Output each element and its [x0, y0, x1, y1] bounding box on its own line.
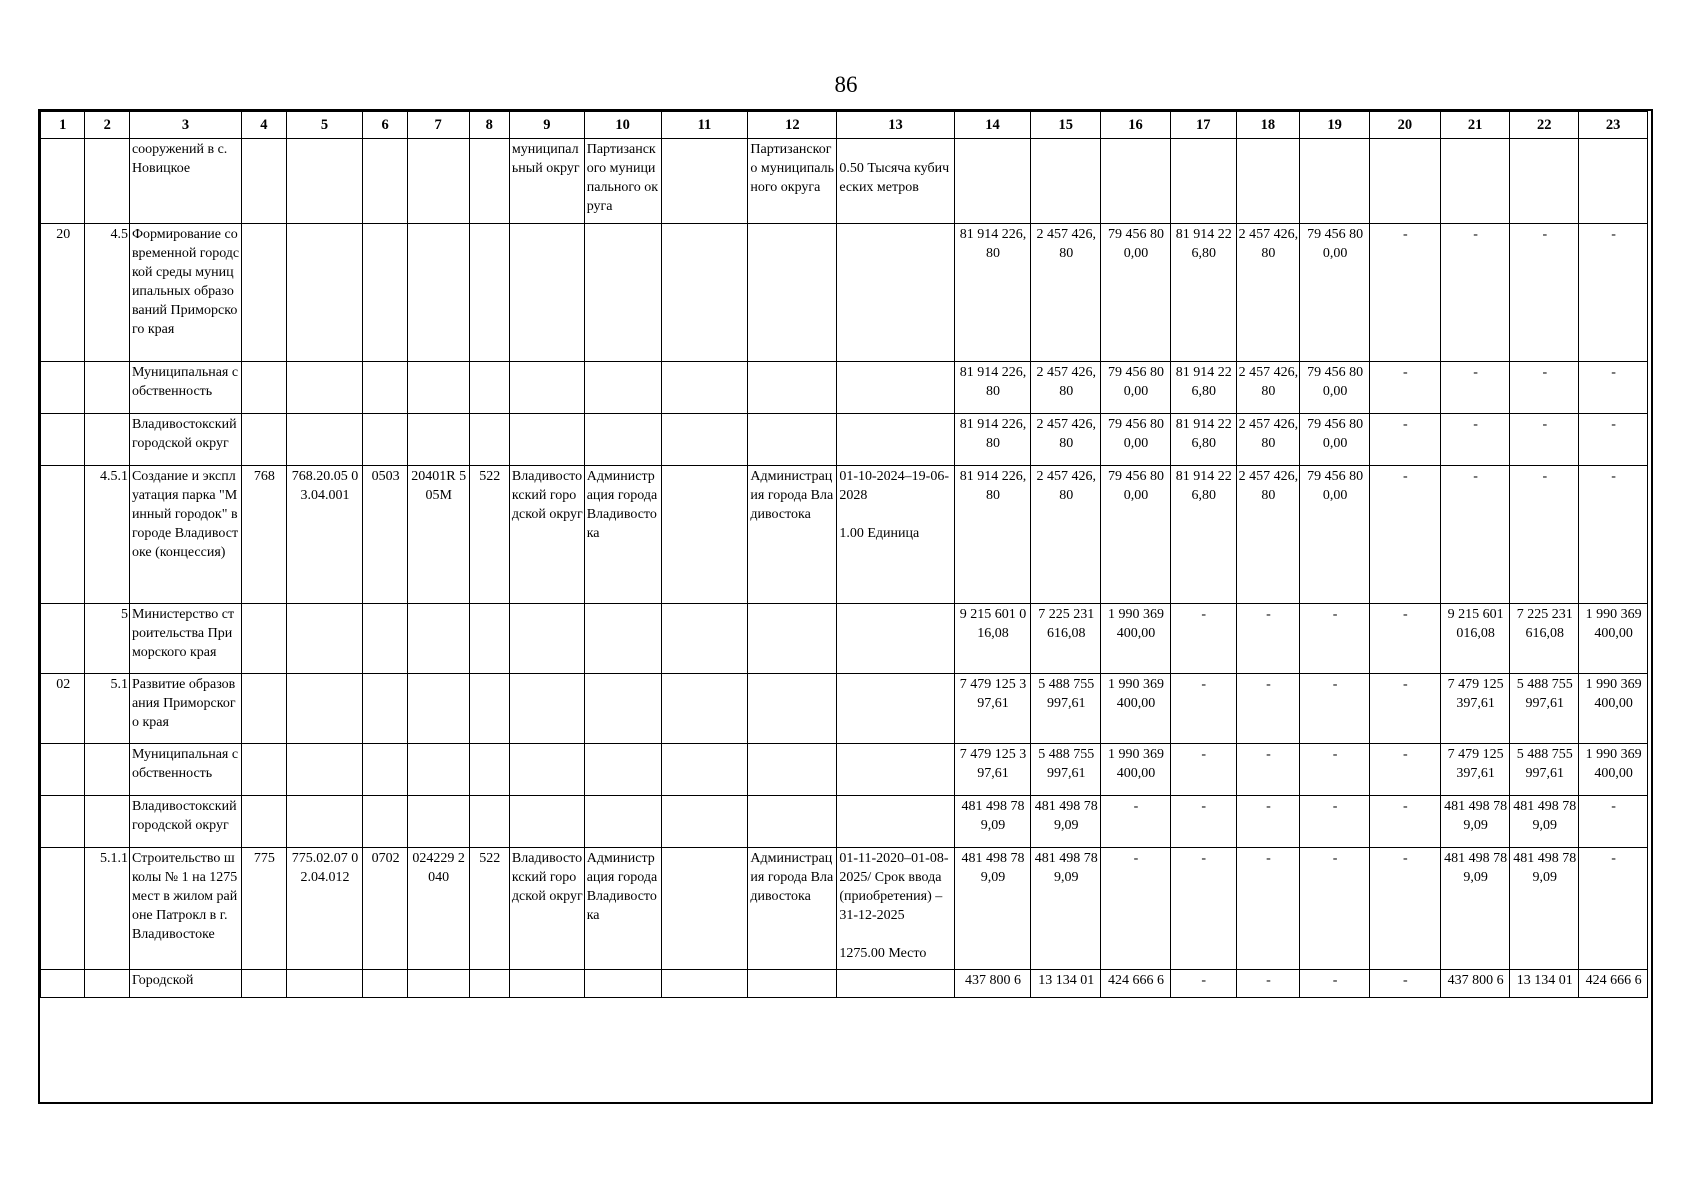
table-cell-col-18: 2 457 426,80 [1236, 224, 1300, 362]
table-cell-col-1: 02 [41, 674, 85, 744]
table-cell-col-15: 481 498 789,09 [1031, 796, 1101, 848]
table-cell-col-22: - [1510, 224, 1579, 362]
table-cell-col-1 [41, 139, 85, 224]
table-cell-col-12: Администрация города Владивостока [748, 466, 837, 604]
table-cell-col-4 [242, 796, 286, 848]
table-cell-col-11 [661, 362, 748, 414]
column-header: 5 [286, 112, 363, 139]
table-cell-col-6 [363, 224, 407, 362]
table-cell-col-23: 1 990 369 400,00 [1579, 744, 1648, 796]
table-cell-col-6 [363, 744, 407, 796]
table-cell-col-19: - [1300, 796, 1370, 848]
table-cell-col-20: - [1369, 414, 1440, 466]
table-row [41, 744, 1648, 796]
table-cell-col-17: 81 914 226,80 [1170, 466, 1236, 604]
table-cell-col-3: Городской [129, 970, 241, 998]
table-cell-col-9 [509, 604, 584, 674]
table-cell-col-5 [286, 362, 363, 414]
table-cell-col-11 [661, 604, 748, 674]
table-cell-col-4 [242, 604, 286, 674]
table-cell-col-14: 481 498 789,09 [954, 848, 1031, 970]
table-cell-col-10 [584, 604, 661, 674]
table-cell-col-2 [85, 414, 129, 466]
table-cell-col-19: - [1300, 848, 1370, 970]
table-cell-col-23 [1579, 139, 1648, 224]
table-cell-col-11 [661, 139, 748, 224]
table-cell-col-13 [837, 674, 954, 744]
table-cell-col-9 [509, 362, 584, 414]
table-cell-col-11 [661, 414, 748, 466]
table-cell-col-18: - [1236, 970, 1300, 998]
table-cell-col-16: 79 456 800,00 [1101, 224, 1171, 362]
table-cell-col-13 [837, 744, 954, 796]
table-cell-col-3: Владивостокский городской округ [129, 414, 241, 466]
table-cell-col-23: - [1579, 414, 1648, 466]
table-cell-col-14 [954, 139, 1031, 224]
table-cell-col-12: Администрация города Владивостока [748, 848, 837, 970]
table-cell-col-12 [748, 604, 837, 674]
table-cell-col-18: - [1236, 848, 1300, 970]
table-cell-col-1 [41, 362, 85, 414]
table-cell-col-20: - [1369, 224, 1440, 362]
table-cell-col-11 [661, 744, 748, 796]
table-cell-col-14: 81 914 226,80 [954, 224, 1031, 362]
table-cell-col-2 [85, 139, 129, 224]
table-cell-col-11 [661, 466, 748, 604]
table-cell-col-19 [1300, 139, 1370, 224]
column-header: 21 [1440, 112, 1510, 139]
table-cell-col-20: - [1369, 604, 1440, 674]
table-cell-col-13 [837, 604, 954, 674]
table-cell-col-16: 79 456 800,00 [1101, 414, 1171, 466]
table-cell-col-14: 81 914 226,80 [954, 414, 1031, 466]
table-cell-col-17 [1170, 139, 1236, 224]
table-cell-col-17: 81 914 226,80 [1170, 224, 1236, 362]
table-cell-col-20: - [1369, 744, 1440, 796]
table-cell-col-12: Партизанского муниципального округа [748, 139, 837, 224]
table-cell-col-12 [748, 224, 837, 362]
table-cell-col-4 [242, 970, 286, 998]
table-body [41, 112, 1648, 998]
table-cell-col-3: Муниципальная собственность [129, 362, 241, 414]
table-cell-col-6: 0503 [363, 466, 407, 604]
table-cell-col-17: - [1170, 796, 1236, 848]
table-cell-col-9 [509, 796, 584, 848]
table-cell-col-1 [41, 796, 85, 848]
table-cell-col-19: 79 456 800,00 [1300, 362, 1370, 414]
table-cell-col-2 [85, 970, 129, 998]
column-header: 2 [85, 112, 129, 139]
table-cell-col-21: - [1440, 224, 1510, 362]
table-cell-col-3: Формирование современной городской среды муниципальных образований Приморского края [129, 224, 241, 362]
table-row [41, 674, 1648, 744]
table-cell-col-16: 1 990 369 400,00 [1101, 604, 1171, 674]
table-cell-col-23: 424 666 6 [1579, 970, 1648, 998]
table-cell-col-8 [469, 604, 509, 674]
table-cell-col-11 [661, 970, 748, 998]
table-cell-col-9 [509, 970, 584, 998]
column-header: 20 [1369, 112, 1440, 139]
column-header: 6 [363, 112, 407, 139]
table-cell-col-18: - [1236, 604, 1300, 674]
table-cell-col-23: - [1579, 224, 1648, 362]
table-cell-col-5: 768.20.05 03.04.001 [286, 466, 363, 604]
table-cell-col-6: 0702 [363, 848, 407, 970]
column-header: 8 [469, 112, 509, 139]
table-row [41, 362, 1648, 414]
table-cell-col-16 [1101, 139, 1171, 224]
column-header: 10 [584, 112, 661, 139]
table-cell-col-18: 2 457 426,80 [1236, 362, 1300, 414]
table-cell-col-22 [1510, 139, 1579, 224]
column-header: 22 [1510, 112, 1579, 139]
table-cell-col-17: - [1170, 970, 1236, 998]
table-cell-col-7 [407, 362, 469, 414]
table-cell-col-10 [584, 796, 661, 848]
table-cell-col-21 [1440, 139, 1510, 224]
table-cell-col-2: 4.5 [85, 224, 129, 362]
table-cell-col-15: 481 498 789,09 [1031, 848, 1101, 970]
table-cell-col-21: 7 479 125 397,61 [1440, 674, 1510, 744]
table-cell-col-7 [407, 224, 469, 362]
table-cell-col-9 [509, 674, 584, 744]
table-cell-col-11 [661, 848, 748, 970]
table-cell-col-4 [242, 674, 286, 744]
table-row [41, 848, 1648, 970]
table-cell-col-15: 2 457 426,80 [1031, 362, 1101, 414]
table-cell-col-10 [584, 744, 661, 796]
table-cell-col-16: 424 666 6 [1101, 970, 1171, 998]
table-cell-col-9 [509, 744, 584, 796]
table-cell-col-2: 5.1.1 [85, 848, 129, 970]
table-cell-col-14: 9 215 601 016,08 [954, 604, 1031, 674]
table-cell-col-8 [469, 970, 509, 998]
table-cell-col-13 [837, 224, 954, 362]
table-cell-col-20: - [1369, 796, 1440, 848]
table-cell-col-13 [837, 848, 954, 970]
table-cell-col-17: - [1170, 604, 1236, 674]
table-cell-col-13 [837, 970, 954, 998]
table-cell-col-13 [837, 139, 954, 224]
column-header: 15 [1031, 112, 1101, 139]
budget-table [40, 111, 1648, 998]
table-cell-col-4 [242, 744, 286, 796]
table-cell-col-23: 1 990 369 400,00 [1579, 604, 1648, 674]
table-cell-col-5 [286, 744, 363, 796]
table-cell-col-8 [469, 674, 509, 744]
table-cell-col-5 [286, 224, 363, 362]
table-cell-col-18: 2 457 426,80 [1236, 414, 1300, 466]
table-cell-col-7 [407, 744, 469, 796]
table-row [41, 796, 1648, 848]
table-cell-col-20: - [1369, 970, 1440, 998]
table-cell-col-10 [584, 224, 661, 362]
table-cell-col-19: - [1300, 970, 1370, 998]
table-cell-col-15: 5 488 755 997,61 [1031, 744, 1101, 796]
table-cell-col-23: - [1579, 796, 1648, 848]
table-cell-col-11 [661, 796, 748, 848]
table-cell-col-10 [584, 674, 661, 744]
table-cell-col-23: - [1579, 848, 1648, 970]
table-cell-col-18 [1236, 139, 1300, 224]
table-cell-col-9: Владивостокский городской округ [509, 848, 584, 970]
table-cell-col-1 [41, 744, 85, 796]
table-cell-col-10: Партизанского муниципального округа [584, 139, 661, 224]
table-cell-col-4 [242, 224, 286, 362]
table-cell-col-2 [85, 362, 129, 414]
table-cell-col-23: - [1579, 362, 1648, 414]
table-cell-col-6 [363, 674, 407, 744]
table-cell-col-8: 522 [469, 466, 509, 604]
table-cell-col-12 [748, 674, 837, 744]
table-cell-col-21: 481 498 789,09 [1440, 848, 1510, 970]
column-header: 4 [242, 112, 286, 139]
column-header: 12 [748, 112, 837, 139]
capacity-text: 1.00 Единица [839, 526, 920, 541]
table-cell-col-6 [363, 139, 407, 224]
table-cell-col-7 [407, 604, 469, 674]
table-row [41, 139, 1648, 224]
period-text: 01-10-2024–19-06-2028 [839, 469, 950, 503]
table-cell-col-2: 5 [85, 604, 129, 674]
table-cell-col-13 [837, 414, 954, 466]
table-cell-col-11 [661, 674, 748, 744]
table-cell-col-5 [286, 139, 363, 224]
table-cell-col-19: 79 456 800,00 [1300, 224, 1370, 362]
column-header: 3 [129, 112, 241, 139]
column-header: 23 [1579, 112, 1648, 139]
table-cell-col-22: - [1510, 414, 1579, 466]
table-cell-col-1 [41, 466, 85, 604]
table-cell-col-8 [469, 744, 509, 796]
table-cell-col-21: 7 479 125 397,61 [1440, 744, 1510, 796]
table-cell-col-5: 775.02.07 02.04.012 [286, 848, 363, 970]
table-cell-col-6 [363, 970, 407, 998]
table-cell-col-3: Министерство строительства Приморского края [129, 604, 241, 674]
table-cell-col-7 [407, 674, 469, 744]
table-cell-col-19: - [1300, 674, 1370, 744]
table-cell-col-7 [407, 970, 469, 998]
table-cell-col-2: 4.5.1 [85, 466, 129, 604]
table-cell-col-14: 7 479 125 397,61 [954, 674, 1031, 744]
table-cell-col-8 [469, 224, 509, 362]
table-cell-col-22: - [1510, 362, 1579, 414]
table-cell-col-14: 81 914 226,80 [954, 466, 1031, 604]
table-cell-col-17: - [1170, 674, 1236, 744]
table-cell-col-8: 522 [469, 848, 509, 970]
table-cell-col-13 [837, 466, 954, 604]
table-cell-col-9: Владивостокский городской округ [509, 466, 584, 604]
table-cell-col-5 [286, 414, 363, 466]
table-cell-col-7 [407, 139, 469, 224]
table-cell-col-14: 481 498 789,09 [954, 796, 1031, 848]
table-cell-col-10 [584, 970, 661, 998]
table-cell-col-17: 81 914 226,80 [1170, 362, 1236, 414]
table-row [41, 466, 1648, 604]
table-cell-col-1 [41, 604, 85, 674]
table-cell-col-20: - [1369, 848, 1440, 970]
table-cell-col-18: - [1236, 744, 1300, 796]
table-cell-col-22: - [1510, 466, 1579, 604]
table-cell-col-7: 20401R 505M [407, 466, 469, 604]
table-cell-col-13 [837, 362, 954, 414]
table-cell-col-16: 1 990 369 400,00 [1101, 674, 1171, 744]
table-cell-col-6 [363, 414, 407, 466]
table-cell-col-5 [286, 604, 363, 674]
table-cell-col-8 [469, 362, 509, 414]
column-header: 7 [407, 112, 469, 139]
table-cell-col-14: 437 800 6 [954, 970, 1031, 998]
table-cell-col-9: муниципальный округ [509, 139, 584, 224]
table-cell-col-10 [584, 362, 661, 414]
table-cell-col-16: 79 456 800,00 [1101, 466, 1171, 604]
table-cell-col-22: 481 498 789,09 [1510, 848, 1579, 970]
table-cell-col-8 [469, 796, 509, 848]
table-cell-col-6 [363, 362, 407, 414]
table-cell-col-6 [363, 604, 407, 674]
table-cell-col-4: 768 [242, 466, 286, 604]
table-cell-col-12 [748, 414, 837, 466]
table-cell-col-20: - [1369, 674, 1440, 744]
table-cell-col-21: 9 215 601 016,08 [1440, 604, 1510, 674]
column-header: 17 [1170, 112, 1236, 139]
column-header: 19 [1300, 112, 1370, 139]
column-header: 16 [1101, 112, 1171, 139]
table-cell-col-22: 5 488 755 997,61 [1510, 744, 1579, 796]
table-cell-col-3: Строительство школы № 1 на 1275 мест в жилом районе Патрокл в г. Владивостоке [129, 848, 241, 970]
table-cell-col-1 [41, 414, 85, 466]
table-cell-col-15: 13 134 01 [1031, 970, 1101, 998]
table-cell-col-15: 2 457 426,80 [1031, 224, 1101, 362]
table-cell-col-1 [41, 848, 85, 970]
table-cell-col-16: - [1101, 796, 1171, 848]
capacity-text: 1275.00 Место [839, 946, 927, 961]
table-cell-col-5 [286, 674, 363, 744]
table-cell-col-14: 7 479 125 397,61 [954, 744, 1031, 796]
table-cell-col-22: 5 488 755 997,61 [1510, 674, 1579, 744]
table-cell-col-21: 481 498 789,09 [1440, 796, 1510, 848]
table-cell-col-15: 7 225 231 616,08 [1031, 604, 1101, 674]
table-cell-col-5 [286, 796, 363, 848]
table-cell-col-21: - [1440, 414, 1510, 466]
table-cell-col-23: 1 990 369 400,00 [1579, 674, 1648, 744]
table-cell-col-15: 2 457 426,80 [1031, 414, 1101, 466]
table-cell-col-11 [661, 224, 748, 362]
table-cell-col-16: - [1101, 848, 1171, 970]
capacity-text: 0.50 Тысяча кубических метров [839, 161, 950, 195]
table-cell-col-12 [748, 744, 837, 796]
table-cell-col-1 [41, 970, 85, 998]
table-cell-col-3: Создание и эксплуатация парка "Минный городок" в городе Владивостоке (концессия) [129, 466, 241, 604]
table-cell-col-3: Развитие образования Приморского края [129, 674, 241, 744]
table-cell-col-8 [469, 139, 509, 224]
table-cell-col-22: 13 134 01 [1510, 970, 1579, 998]
table-cell-col-22: 7 225 231 616,08 [1510, 604, 1579, 674]
table-cell-col-9 [509, 414, 584, 466]
table-cell-col-7 [407, 796, 469, 848]
table-row [41, 970, 1648, 998]
table-cell-col-19: 79 456 800,00 [1300, 466, 1370, 604]
table-cell-col-2 [85, 744, 129, 796]
table-cell-col-9 [509, 224, 584, 362]
column-header: 13 [837, 112, 954, 139]
table-cell-col-3: Муниципальная собственность [129, 744, 241, 796]
table-cell-col-3: Владивостокский городской округ [129, 796, 241, 848]
table-cell-col-4 [242, 139, 286, 224]
table-cell-col-2: 5.1 [85, 674, 129, 744]
table-cell-col-23: - [1579, 466, 1648, 604]
table-cell-col-21: - [1440, 466, 1510, 604]
table-cell-col-4 [242, 414, 286, 466]
table-cell-col-19: 79 456 800,00 [1300, 414, 1370, 466]
column-header: 11 [661, 112, 748, 139]
column-header: 18 [1236, 112, 1300, 139]
table-cell-col-21: - [1440, 362, 1510, 414]
period-text: 01-11-2020–01-08-2025/ Срок ввода (приобретения) – 31-12-2025 [839, 851, 949, 923]
column-header: 9 [509, 112, 584, 139]
table-cell-col-10: Администрация города Владивостока [584, 848, 661, 970]
table-cell-col-17: - [1170, 744, 1236, 796]
table-cell-col-20 [1369, 139, 1440, 224]
table-cell-col-3: сооружений в с. Новицкое [129, 139, 241, 224]
table-cell-col-7: 024229 2040 [407, 848, 469, 970]
table-cell-col-1: 20 [41, 224, 85, 362]
table-cell-col-21: 437 800 6 [1440, 970, 1510, 998]
header-row [41, 112, 1648, 139]
table-cell-col-18: - [1236, 674, 1300, 744]
page-number: 86 [834, 72, 858, 97]
table-cell-col-4 [242, 362, 286, 414]
table-cell-col-15: 5 488 755 997,61 [1031, 674, 1101, 744]
table-cell-col-20: - [1369, 466, 1440, 604]
table-cell-col-12 [748, 796, 837, 848]
table-cell-col-18: - [1236, 796, 1300, 848]
table-cell-col-12 [748, 970, 837, 998]
table-cell-col-14: 81 914 226,80 [954, 362, 1031, 414]
table-cell-col-13 [837, 796, 954, 848]
column-header: 14 [954, 112, 1031, 139]
table-cell-col-7 [407, 414, 469, 466]
table-row [41, 414, 1648, 466]
table-row [41, 604, 1648, 674]
table-cell-col-19: - [1300, 604, 1370, 674]
table-cell-col-17: - [1170, 848, 1236, 970]
table-cell-col-19: - [1300, 744, 1370, 796]
table-cell-col-10 [584, 414, 661, 466]
table-cell-col-2 [85, 796, 129, 848]
table-cell-col-16: 79 456 800,00 [1101, 362, 1171, 414]
table-cell-col-4: 775 [242, 848, 286, 970]
table-cell-col-6 [363, 796, 407, 848]
table-cell-col-12 [748, 362, 837, 414]
table-cell-col-5 [286, 970, 363, 998]
table-cell-col-16: 1 990 369 400,00 [1101, 744, 1171, 796]
table-cell-col-8 [469, 414, 509, 466]
column-header: 1 [41, 112, 85, 139]
table-cell-col-18: 2 457 426,80 [1236, 466, 1300, 604]
table-cell-col-15 [1031, 139, 1101, 224]
table-cell-col-17: 81 914 226,80 [1170, 414, 1236, 466]
table-row [41, 224, 1648, 362]
table-cell-col-20: - [1369, 362, 1440, 414]
table-cell-col-15: 2 457 426,80 [1031, 466, 1101, 604]
table-cell-col-10: Администрация города Владивостока [584, 466, 661, 604]
table-cell-col-22: 481 498 789,09 [1510, 796, 1579, 848]
